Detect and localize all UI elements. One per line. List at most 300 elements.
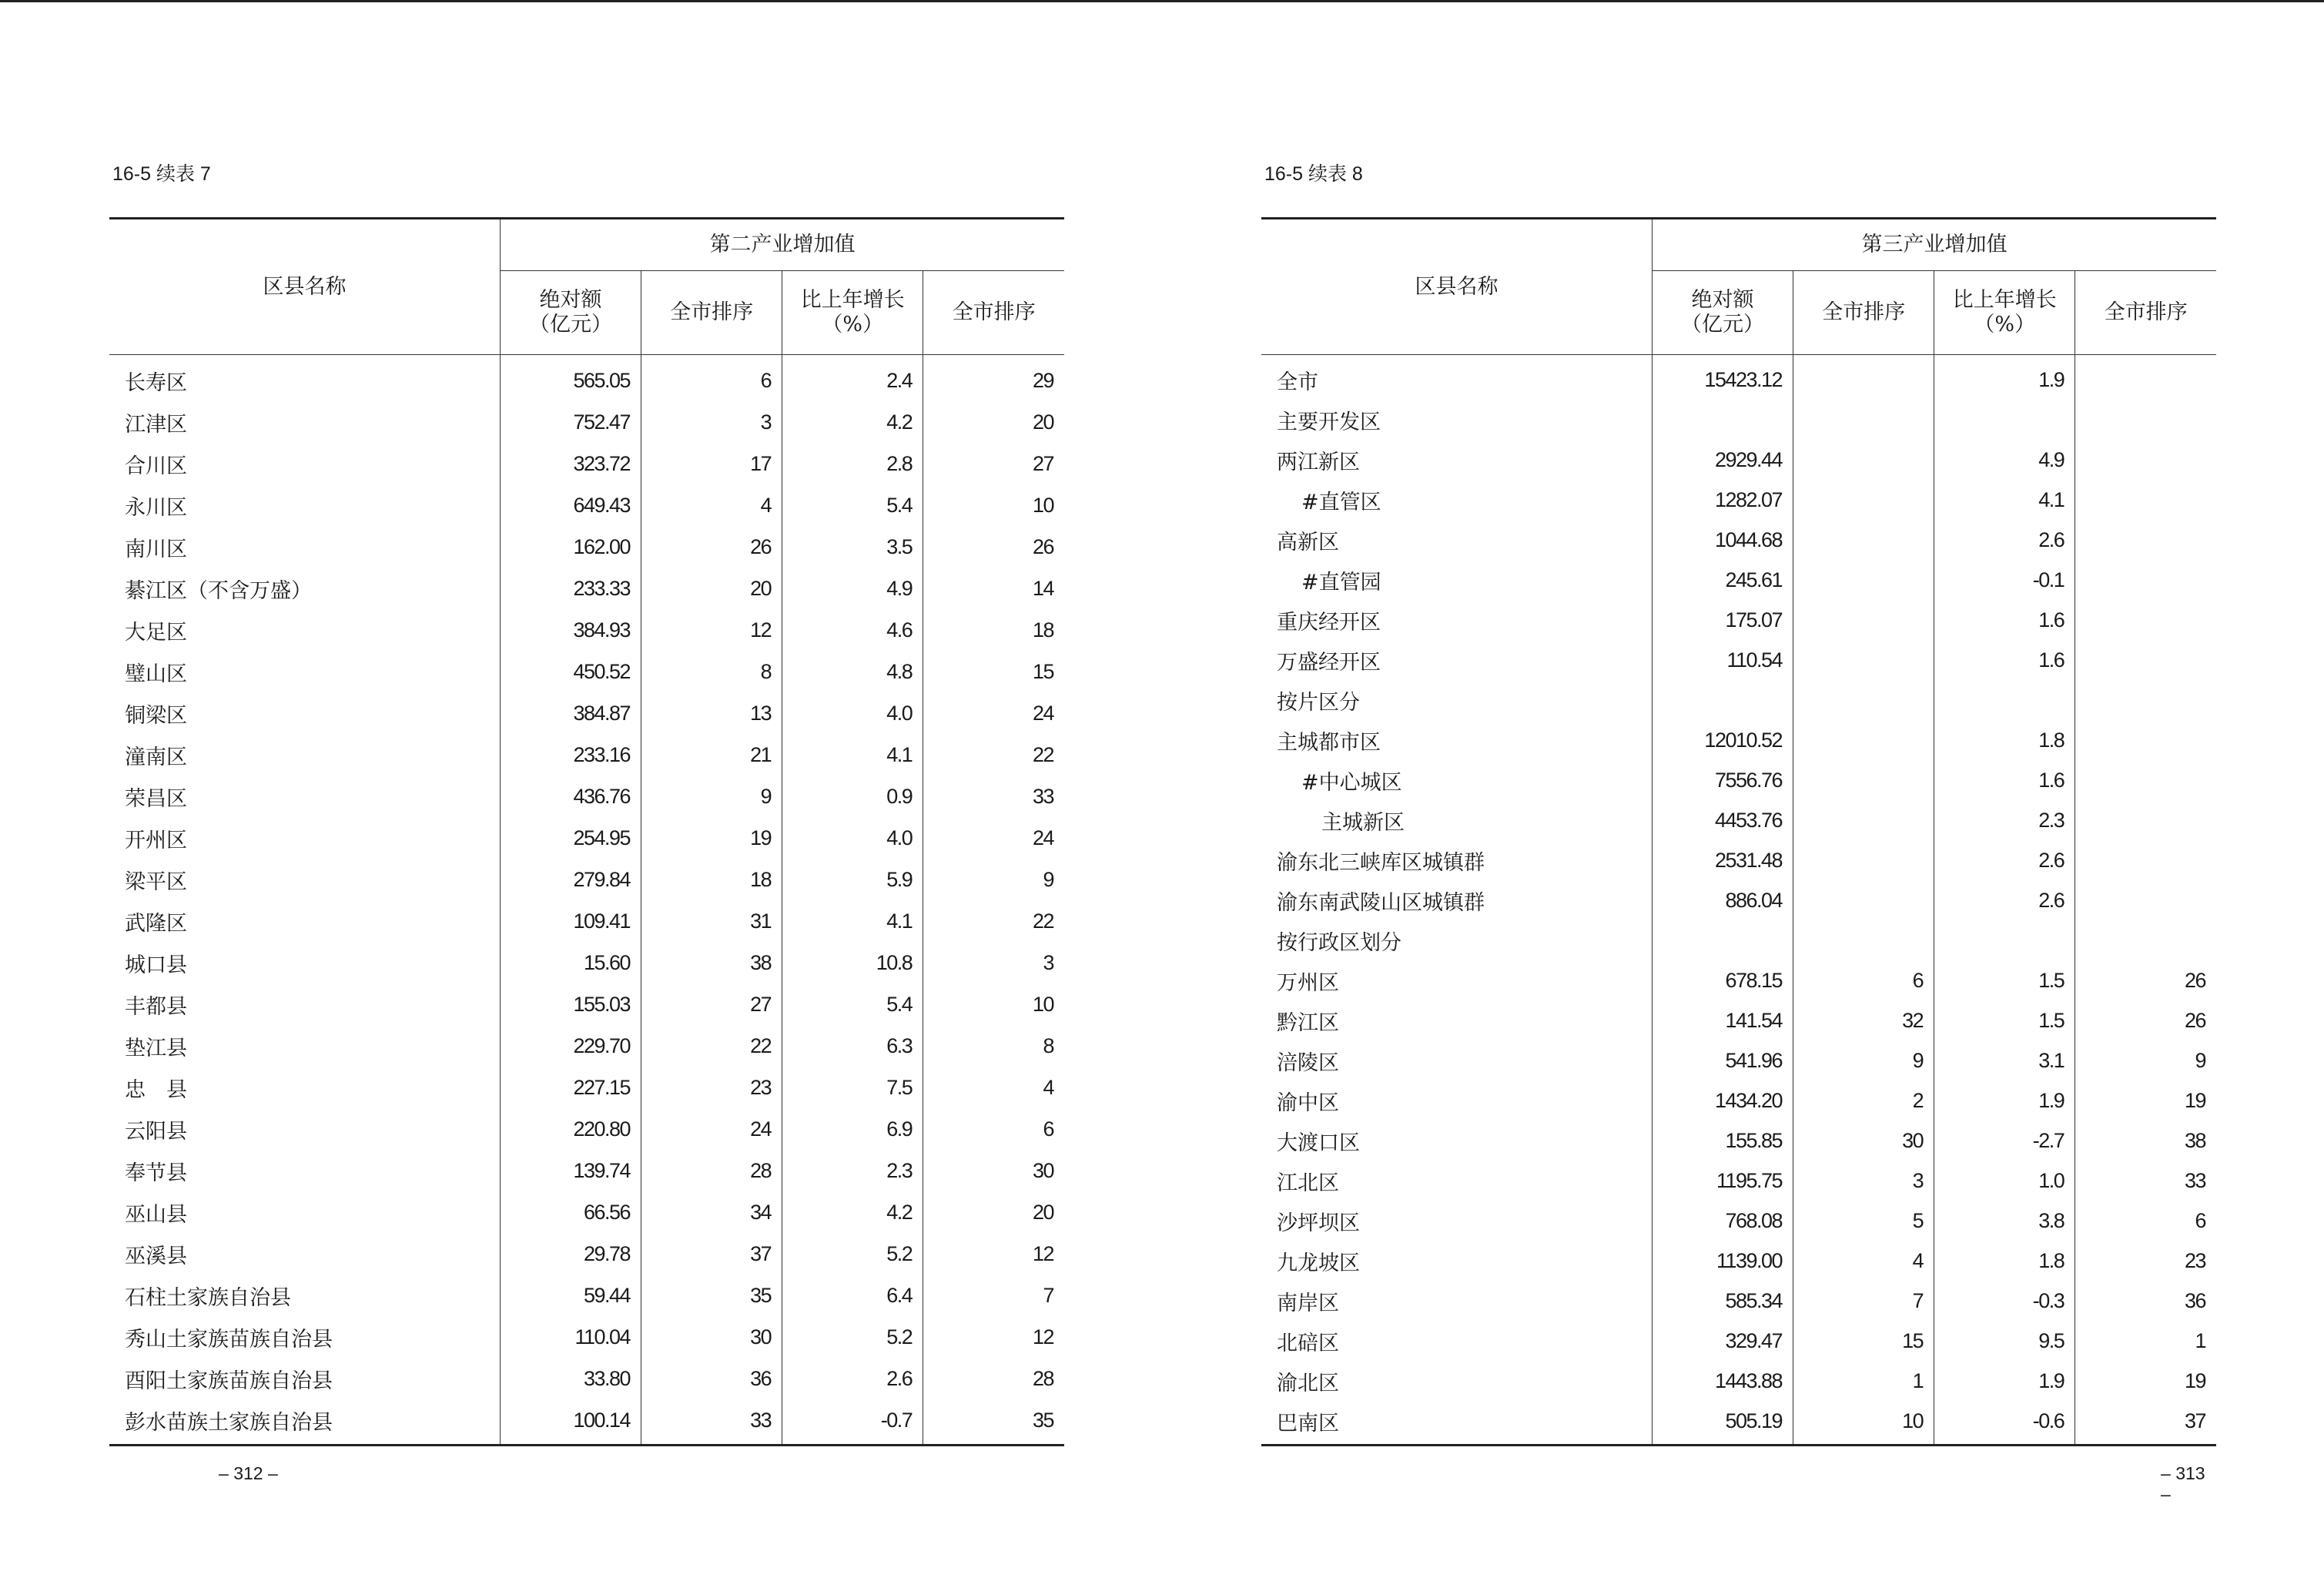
table-row	[109, 1233, 1064, 1275]
absolute-value-cell: 886.04	[1652, 880, 1793, 920]
rank-cell	[1793, 355, 1934, 400]
growth-cell: 4.9	[782, 568, 923, 609]
absolute-value-cell: 233.16	[500, 734, 641, 776]
district-name-cell: #直管区	[1261, 480, 1652, 520]
growth-cell: 2.6	[1934, 880, 2075, 920]
column-header-name: 区县名称	[109, 219, 500, 355]
absolute-value-cell: 541.96	[1652, 1040, 1793, 1080]
absolute-value-cell: 229.70	[500, 1025, 641, 1067]
absolute-value-cell: 2531.48	[1652, 840, 1793, 880]
rank-cell: 18	[641, 859, 782, 900]
column-header-rank: 全市排序	[1793, 271, 1934, 355]
growth-cell: 2.3	[1934, 800, 2075, 840]
rank-cell: 6	[1793, 960, 1934, 1000]
growth-cell: -2.7	[1934, 1121, 2075, 1161]
rank-cell	[1793, 920, 1934, 960]
growth-rank-cell: 26	[1032, 534, 1053, 558]
absolute-value-cell: 585.34	[1652, 1281, 1793, 1321]
growth-cell: 2.3	[782, 1150, 923, 1191]
table-row	[1261, 480, 2216, 520]
rank-cell	[1793, 520, 1934, 560]
growth-rank-cell: 9	[1043, 867, 1053, 891]
table-row	[1261, 800, 2216, 840]
table-row	[109, 1275, 1064, 1316]
growth-rank-cell	[2075, 760, 2216, 800]
table-row	[1261, 1121, 2216, 1161]
growth-rank-cell: 26	[2184, 1008, 2205, 1032]
growth-rank-cell: 6	[1043, 1117, 1053, 1141]
growth-rank-cell	[2075, 600, 2216, 640]
column-header-growth: 比上年增长 （%）	[1934, 271, 2075, 355]
absolute-value-cell: 1044.68	[1652, 520, 1793, 560]
table-row	[109, 1316, 1064, 1358]
growth-rank-cell: 15	[1032, 659, 1053, 683]
rank-cell	[1793, 840, 1934, 880]
growth-cell: 4.0	[782, 817, 923, 859]
district-name-cell: 合川区	[109, 443, 500, 484]
table-row	[109, 942, 1064, 983]
district-name-cell: 两江新区	[1261, 440, 1652, 480]
rank-cell: 34	[641, 1191, 782, 1233]
district-name-cell: 铜梁区	[109, 692, 500, 734]
growth-cell: 2.4	[782, 355, 923, 402]
growth-cell: 4.1	[782, 900, 923, 942]
table-row	[1261, 355, 2216, 400]
table-row	[109, 817, 1064, 859]
district-name-cell: 南岸区	[1261, 1281, 1652, 1321]
growth-rank-cell	[2075, 920, 2216, 960]
district-name-cell: 长寿区	[109, 355, 500, 402]
growth-cell: 1.6	[1934, 760, 2075, 800]
growth-rank-cell	[2075, 680, 2216, 720]
rank-cell	[1793, 680, 1934, 720]
growth-cell: -0.3	[1934, 1281, 2075, 1321]
top-border-line	[0, 0, 2324, 2]
growth-cell: 5.4	[782, 983, 923, 1025]
rank-cell	[1793, 480, 1934, 520]
rank-cell: 20	[641, 568, 782, 609]
growth-cell: 7.5	[782, 1067, 923, 1108]
rank-cell	[1793, 760, 1934, 800]
growth-cell	[1934, 680, 2075, 720]
growth-cell: 4.6	[782, 609, 923, 651]
growth-cell: 4.1	[782, 734, 923, 776]
absolute-value-cell	[1652, 400, 1793, 440]
rank-cell	[1793, 640, 1934, 680]
rank-cell: 3	[1793, 1161, 1934, 1201]
growth-rank-cell: 23	[2184, 1248, 2205, 1272]
rank-cell: 21	[641, 734, 782, 776]
growth-cell: 6.4	[782, 1275, 923, 1316]
rank-cell: 4	[641, 484, 782, 526]
rank-cell: 12	[641, 609, 782, 651]
district-name-cell: 沙坪坝区	[1261, 1201, 1652, 1241]
district-name-cell: 大足区	[109, 609, 500, 651]
absolute-value-cell: 329.47	[1652, 1321, 1793, 1361]
absolute-value-cell: 384.87	[500, 692, 641, 734]
table-row	[1261, 1201, 2216, 1241]
growth-rank-cell: 26	[2184, 968, 2205, 992]
district-name-cell: 渝中区	[1261, 1080, 1652, 1121]
growth-cell: 0.9	[782, 776, 923, 817]
district-name-cell: 江津区	[109, 401, 500, 443]
growth-cell: 9.5	[1934, 1321, 2075, 1361]
growth-cell: 1.9	[1934, 1361, 2075, 1401]
growth-rank-cell: 12	[1032, 1241, 1053, 1265]
rank-cell: 38	[641, 942, 782, 983]
district-name-cell: 忠 县	[109, 1067, 500, 1108]
growth-cell: 1.9	[1934, 1080, 2075, 1121]
rank-cell: 4	[1793, 1241, 1934, 1281]
rank-cell: 22	[641, 1025, 782, 1067]
column-header-growth-rank: 全市排序	[2075, 271, 2216, 355]
district-name-cell: 开州区	[109, 817, 500, 859]
growth-rank-cell	[2075, 400, 2216, 440]
absolute-value-cell: 109.41	[500, 900, 641, 942]
growth-rank-cell: 3	[1043, 950, 1053, 974]
district-name-cell: 武隆区	[109, 900, 500, 942]
rank-cell: 7	[1793, 1281, 1934, 1321]
rank-cell: 36	[641, 1358, 782, 1399]
rank-cell	[1793, 600, 1934, 640]
rank-cell: 8	[641, 651, 782, 692]
absolute-value-cell: 649.43	[500, 484, 641, 526]
district-name-cell: 高新区	[1261, 520, 1652, 560]
table-row	[1261, 440, 2216, 480]
table-row	[109, 401, 1064, 443]
growth-rank-cell: 14	[1032, 576, 1053, 600]
growth-cell: -0.7	[782, 1399, 923, 1446]
district-name-cell: 永川区	[109, 484, 500, 526]
absolute-value-cell: 279.84	[500, 859, 641, 900]
table-row	[109, 484, 1064, 526]
growth-cell: 2.6	[1934, 520, 2075, 560]
district-name-cell: 黔江区	[1261, 1000, 1652, 1040]
rank-cell: 5	[1793, 1201, 1934, 1241]
rank-cell: 26	[641, 526, 782, 568]
district-name-cell: 渝东南武陵山区城镇群	[1261, 880, 1652, 920]
rank-cell: 17	[641, 443, 782, 484]
district-name-cell: 主城都市区	[1261, 720, 1652, 760]
growth-rank-cell: 20	[1032, 1200, 1053, 1224]
growth-rank-cell: 38	[2184, 1128, 2205, 1152]
district-name-cell: 九龙坡区	[1261, 1241, 1652, 1281]
table-row	[109, 1399, 1064, 1446]
growth-rank-cell	[2075, 840, 2216, 880]
table-row	[109, 609, 1064, 651]
column-header-rank: 全市排序	[641, 271, 782, 355]
growth-cell: 3.5	[782, 526, 923, 568]
table-row	[109, 355, 1064, 402]
growth-cell	[1934, 920, 2075, 960]
growth-rank-cell: 8	[1043, 1034, 1053, 1057]
absolute-value-cell: 678.15	[1652, 960, 1793, 1000]
growth-rank-cell: 24	[1032, 826, 1053, 849]
rank-cell	[1793, 880, 1934, 920]
page-number: – 312 –	[219, 1463, 278, 1484]
table-row	[109, 1150, 1064, 1191]
growth-rank-cell: 4	[1043, 1075, 1053, 1099]
growth-cell: 4.2	[782, 1191, 923, 1233]
absolute-value-cell: 436.76	[500, 776, 641, 817]
table-row	[109, 692, 1064, 734]
growth-rank-cell	[2075, 720, 2216, 760]
column-header-growth: 比上年增长 （%）	[782, 271, 923, 355]
growth-rank-cell: 6	[2195, 1208, 2205, 1232]
growth-rank-cell: 10	[1032, 992, 1053, 1016]
table-row	[1261, 720, 2216, 760]
growth-cell: 2.6	[1934, 840, 2075, 880]
rank-cell: 3	[641, 401, 782, 443]
table-row	[109, 443, 1064, 484]
table-row	[109, 1108, 1064, 1150]
district-name-cell: #中心城区	[1261, 760, 1652, 800]
table-row	[1261, 400, 2216, 440]
growth-rank-cell: 1	[2195, 1328, 2205, 1352]
growth-rank-cell: 20	[1032, 410, 1053, 434]
table-title: 16-5 续表 8	[1264, 163, 1363, 185]
page-number: – 313 –	[2161, 1463, 2216, 1505]
absolute-value-cell: 450.52	[500, 651, 641, 692]
district-name-cell: 按片区分	[1261, 680, 1652, 720]
table-row	[1261, 600, 2216, 640]
rank-cell: 1	[1793, 1361, 1934, 1401]
table-row	[109, 859, 1064, 900]
growth-rank-cell	[2075, 800, 2216, 840]
growth-rank-cell	[2075, 640, 2216, 680]
district-name-cell: 渝北区	[1261, 1361, 1652, 1401]
absolute-value-cell: 12010.52	[1652, 720, 1793, 760]
growth-rank-cell	[2075, 880, 2216, 920]
table-row	[1261, 1281, 2216, 1321]
column-header-growth-rank: 全市排序	[923, 271, 1064, 355]
rank-cell: 6	[641, 355, 782, 402]
district-name-cell: 丰都县	[109, 983, 500, 1025]
growth-rank-cell: 29	[1032, 368, 1053, 392]
absolute-value-cell	[1652, 920, 1793, 960]
growth-cell: -0.1	[1934, 560, 2075, 600]
table-row	[1261, 1080, 2216, 1121]
growth-cell: 1.8	[1934, 720, 2075, 760]
growth-cell: 2.8	[782, 443, 923, 484]
absolute-value-cell: 33.80	[500, 1358, 641, 1399]
table-row	[109, 734, 1064, 776]
growth-cell: 6.9	[782, 1108, 923, 1150]
absolute-value-cell: 4453.76	[1652, 800, 1793, 840]
table-row	[1261, 840, 2216, 880]
rank-cell: 33	[641, 1399, 782, 1446]
absolute-value-cell: 15423.12	[1652, 355, 1793, 400]
column-header-absolute: 绝对额 （亿元）	[500, 271, 641, 355]
table-row	[1261, 520, 2216, 560]
district-name-cell: 奉节县	[109, 1150, 500, 1191]
district-name-cell: 全市	[1261, 355, 1652, 400]
absolute-value-cell	[1652, 680, 1793, 720]
district-name-cell: 綦江区（不含万盛）	[109, 568, 500, 609]
growth-cell: 3.8	[1934, 1201, 2075, 1241]
absolute-value-cell: 141.54	[1652, 1000, 1793, 1040]
rank-cell: 15	[1793, 1321, 1934, 1361]
growth-cell: 4.9	[1934, 440, 2075, 480]
absolute-value-cell: 1195.75	[1652, 1161, 1793, 1201]
absolute-value-cell: 565.05	[500, 355, 641, 402]
column-group-header: 第三产业增加值	[1652, 219, 2216, 271]
table-row	[1261, 1040, 2216, 1080]
table-row	[1261, 560, 2216, 600]
table-row	[109, 1025, 1064, 1067]
absolute-value-cell: 254.95	[500, 817, 641, 859]
absolute-value-cell: 59.44	[500, 1275, 641, 1316]
growth-rank-cell	[2075, 560, 2216, 600]
district-name-cell: 酉阳土家族苗族自治县	[109, 1358, 500, 1399]
district-name-cell: 城口县	[109, 942, 500, 983]
growth-rank-cell: 33	[1032, 784, 1053, 808]
table-body	[109, 355, 1064, 1446]
district-name-cell: 云阳县	[109, 1108, 500, 1150]
absolute-value-cell: 1139.00	[1652, 1241, 1793, 1281]
district-name-cell: 万州区	[1261, 960, 1652, 1000]
growth-cell: 1.0	[1934, 1161, 2075, 1201]
absolute-value-cell: 505.19	[1652, 1401, 1793, 1446]
rank-cell: 10	[1793, 1401, 1934, 1446]
growth-rank-cell: 24	[1032, 701, 1053, 725]
rank-cell	[1793, 400, 1934, 440]
growth-cell: 4.2	[782, 401, 923, 443]
district-name-cell: 按行政区划分	[1261, 920, 1652, 960]
district-name-cell: 江北区	[1261, 1161, 1652, 1201]
table-row	[1261, 1000, 2216, 1040]
column-header-name: 区县名称	[1261, 219, 1652, 355]
district-name-cell: 涪陵区	[1261, 1040, 1652, 1080]
growth-rank-cell	[2075, 480, 2216, 520]
absolute-value-cell: 384.93	[500, 609, 641, 651]
district-name-cell: 潼南区	[109, 734, 500, 776]
rank-cell: 31	[641, 900, 782, 942]
district-name-cell: 荣昌区	[109, 776, 500, 817]
growth-cell: 4.0	[782, 692, 923, 734]
table-row	[1261, 960, 2216, 1000]
growth-cell: 5.4	[782, 484, 923, 526]
rank-cell: 30	[1793, 1121, 1934, 1161]
table-body	[1261, 355, 2216, 1446]
growth-cell: 10.8	[782, 942, 923, 983]
absolute-value-cell: 233.33	[500, 568, 641, 609]
table-row	[1261, 920, 2216, 960]
district-name-cell: 彭水苗族土家族自治县	[109, 1399, 500, 1446]
absolute-value-cell: 1434.20	[1652, 1080, 1793, 1121]
absolute-value-cell: 7556.76	[1652, 760, 1793, 800]
absolute-value-cell: 768.08	[1652, 1201, 1793, 1241]
district-name-cell: 主城新区	[1261, 800, 1652, 840]
district-name-cell: 南川区	[109, 526, 500, 568]
growth-cell: 3.1	[1934, 1040, 2075, 1080]
absolute-value-cell: 245.61	[1652, 560, 1793, 600]
absolute-value-cell: 100.14	[500, 1399, 641, 1446]
absolute-value-cell: 155.85	[1652, 1121, 1793, 1161]
growth-cell: 1.6	[1934, 600, 2075, 640]
table-row	[109, 651, 1064, 692]
growth-cell: 1.8	[1934, 1241, 2075, 1281]
growth-rank-cell: 12	[1032, 1325, 1053, 1348]
growth-cell: -0.6	[1934, 1401, 2075, 1446]
table-row	[109, 568, 1064, 609]
growth-cell: 4.1	[1934, 480, 2075, 520]
absolute-value-cell: 323.72	[500, 443, 641, 484]
table-row	[1261, 1401, 2216, 1446]
absolute-value-cell: 752.47	[500, 401, 641, 443]
rank-cell: 23	[641, 1067, 782, 1108]
growth-rank-cell: 19	[2184, 1088, 2205, 1112]
growth-cell: 2.6	[782, 1358, 923, 1399]
district-name-cell: 巴南区	[1261, 1401, 1652, 1446]
district-name-cell: 璧山区	[109, 651, 500, 692]
absolute-value-cell: 162.00	[500, 526, 641, 568]
absolute-value-cell: 29.78	[500, 1233, 641, 1275]
growth-cell	[1934, 400, 2075, 440]
growth-cell: 1.5	[1934, 1000, 2075, 1040]
growth-cell: 1.9	[1934, 355, 2075, 400]
district-name-cell: 主要开发区	[1261, 400, 1652, 440]
district-name-cell: 巫溪县	[109, 1233, 500, 1275]
rank-cell: 13	[641, 692, 782, 734]
rank-cell: 28	[641, 1150, 782, 1191]
rank-cell: 19	[641, 817, 782, 859]
absolute-value-cell: 139.74	[500, 1150, 641, 1191]
growth-rank-cell: 30	[1032, 1158, 1053, 1182]
table-row	[109, 776, 1064, 817]
rank-cell: 30	[641, 1316, 782, 1358]
table-row	[1261, 1321, 2216, 1361]
rank-cell	[1793, 800, 1934, 840]
absolute-value-cell: 110.04	[500, 1316, 641, 1358]
district-name-cell: 大渡口区	[1261, 1121, 1652, 1161]
absolute-value-cell: 227.15	[500, 1067, 641, 1108]
absolute-value-cell: 220.80	[500, 1108, 641, 1150]
growth-rank-cell	[2075, 520, 2216, 560]
rank-cell	[1793, 440, 1934, 480]
growth-rank-cell: 36	[2184, 1288, 2205, 1312]
table-row	[1261, 640, 2216, 680]
table-row	[109, 1358, 1064, 1399]
growth-rank-cell: 10	[1032, 493, 1053, 517]
growth-cell: 5.2	[782, 1233, 923, 1275]
district-name-cell: 梁平区	[109, 859, 500, 900]
growth-cell: 5.9	[782, 859, 923, 900]
rank-cell: 9	[641, 776, 782, 817]
absolute-value-cell: 1282.07	[1652, 480, 1793, 520]
district-name-cell: #直管园	[1261, 560, 1652, 600]
district-name-cell: 北碚区	[1261, 1321, 1652, 1361]
growth-rank-cell: 37	[2184, 1409, 2205, 1432]
table-row	[109, 526, 1064, 568]
growth-cell: 1.6	[1934, 640, 2075, 680]
rank-cell: 37	[641, 1233, 782, 1275]
district-name-cell: 石柱土家族自治县	[109, 1275, 500, 1316]
growth-rank-cell	[2075, 355, 2216, 400]
table-row	[109, 983, 1064, 1025]
district-name-cell: 渝东北三峡库区城镇群	[1261, 840, 1652, 880]
growth-rank-cell: 33	[2184, 1168, 2205, 1192]
rank-cell: 35	[641, 1275, 782, 1316]
growth-rank-cell: 22	[1032, 742, 1053, 766]
growth-cell: 1.5	[1934, 960, 2075, 1000]
growth-rank-cell: 35	[1032, 1408, 1053, 1432]
table-row	[1261, 880, 2216, 920]
growth-rank-cell	[2075, 440, 2216, 480]
growth-rank-cell: 19	[2184, 1369, 2205, 1392]
table-row	[1261, 760, 2216, 800]
table-row	[109, 1067, 1064, 1108]
